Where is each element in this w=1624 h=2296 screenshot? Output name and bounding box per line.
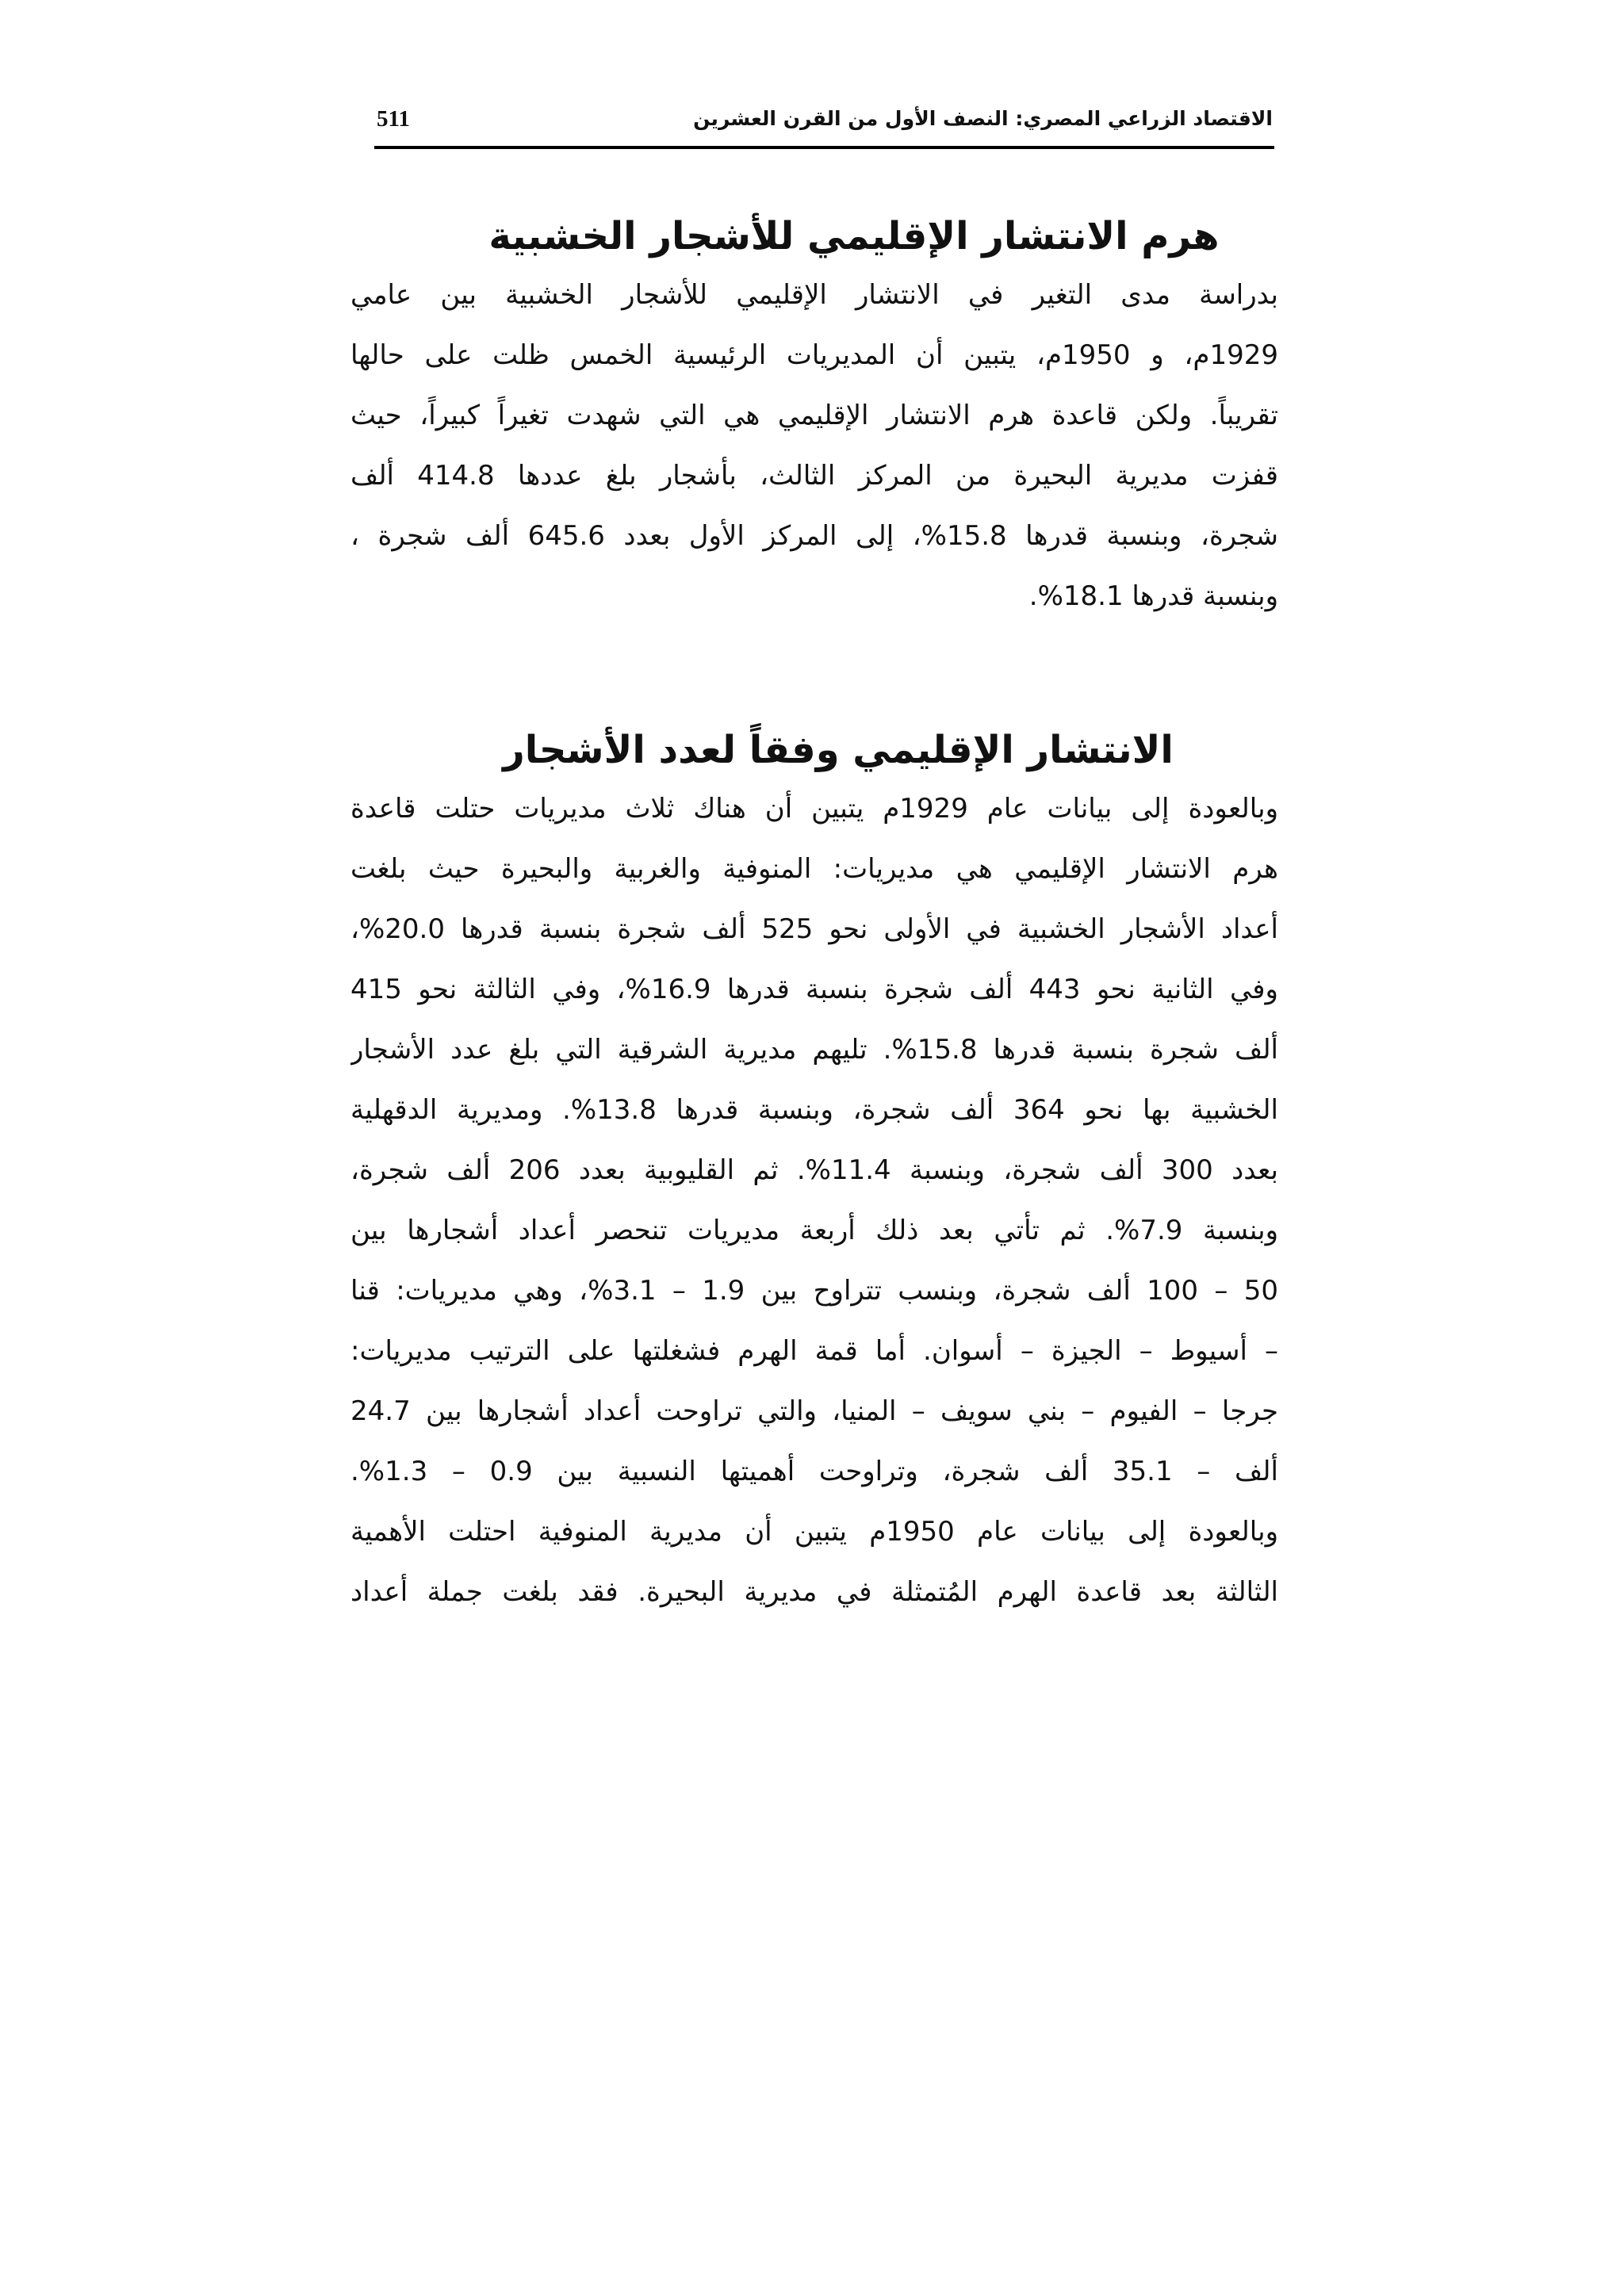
text-line: ألف شجرة بنسبة قدرها 15.8%. تليهم مديرية الشرقية التي بلغ عدد الأشجار bbox=[350, 1034, 1278, 1066]
text-line: وبالعودة إلى بيانات عام 1929م يتبين أن هناك ثلاث مديريات حتلت قاعدة bbox=[350, 793, 1278, 825]
text-line: – أسيوط – الجيزة – أسوان. أما قمة الهرم فشغلتها على الترتيب مديريات: bbox=[350, 1335, 1278, 1367]
text-line: تقريباً. ولكن قاعدة هرم الانتشار الإقليمي هي التي شهدت تغيراً كبيراً، حيث bbox=[350, 400, 1278, 431]
text-line: 1929م، و 1950م، يتبين أن المديريات الرئيسية الخمس ظلت على حالها bbox=[350, 339, 1278, 371]
section-paragraph bbox=[350, 265, 1278, 626]
section-paragraph bbox=[350, 779, 1278, 1622]
text-line: وبالعودة إلى بيانات عام 1950م يتبين أن مديرية المنوفية احتلت الأهمية bbox=[350, 1516, 1278, 1548]
text-line: وفي الثانية نحو 443 ألف شجرة بنسبة قدرها 16.9%، وفي الثالثة نحو 415 bbox=[350, 974, 1278, 1005]
page-number: 511 bbox=[377, 106, 410, 132]
text-line: بدراسة مدى التغير في الانتشار الإقليمي للأشجار الخشبية بين عامي bbox=[350, 279, 1278, 311]
text-line: 50 – 100 ألف شجرة، وبنسب تتراوح بين 1.9 – 3.1%، وهي مديريات: قنا bbox=[350, 1275, 1278, 1307]
text-line: الثالثة بعد قاعدة الهرم المُتمثلة في مديرية البحيرة. فقد بلغت جملة أعداد bbox=[350, 1576, 1278, 1608]
text-line: بعدد 300 ألف شجرة، وبنسبة 11.4%. ثم القليوبية بعدد 206 ألف شجرة، bbox=[350, 1154, 1278, 1186]
text-line: وبنسبة 7.9%. ثم تأتي بعد ذلك أربعة مديريات تنحصر أعداد أشجارها بين bbox=[350, 1215, 1278, 1246]
text-line: شجرة، وبنسبة قدرها 15.8%، إلى المركز الأول بعدد 645.6 ألف شجرة ، bbox=[350, 520, 1278, 552]
page-header bbox=[377, 94, 1273, 144]
page-content bbox=[350, 208, 1278, 1622]
text-line: هرم الانتشار الإقليمي هي مديريات: المنوفية والغربية والبحيرة حيث بلغت bbox=[350, 853, 1278, 885]
text-line: جرجا – الفيوم – بني سويف – المنيا، والتي تراوحت أعداد أشجارها بين 24.7 bbox=[350, 1395, 1278, 1427]
section-heading: هرم الانتشار الإقليمي للأشجار الخشبية bbox=[488, 214, 1220, 258]
running-title: الاقتصاد الزراعي المصري: النصف الأول من القرن العشرين bbox=[693, 107, 1273, 130]
text-line: ألف – 35.1 ألف شجرة، وتراوحت أهميتها النسبية بين 0.9 – 1.3%. bbox=[350, 1456, 1278, 1487]
text-line: قفزت مديرية البحيرة من المركز الثالث، بأشجار بلغ عددها 414.8 ألف bbox=[350, 460, 1278, 492]
text-line: أعداد الأشجار الخشبية في الأولى نحو 525 ألف شجرة بنسبة قدرها 20.0%، bbox=[350, 913, 1278, 945]
text-line: الخشبية بها نحو 364 ألف شجرة، وبنسبة قدرها 13.8%. ومديرية الدقهلية bbox=[350, 1094, 1278, 1126]
header-rule bbox=[374, 146, 1274, 149]
text-line: وبنسبة قدرها 18.1%. bbox=[1028, 580, 1278, 612]
section-heading: الانتشار الإقليمي وفقاً لعدد الأشجار bbox=[503, 728, 1174, 772]
